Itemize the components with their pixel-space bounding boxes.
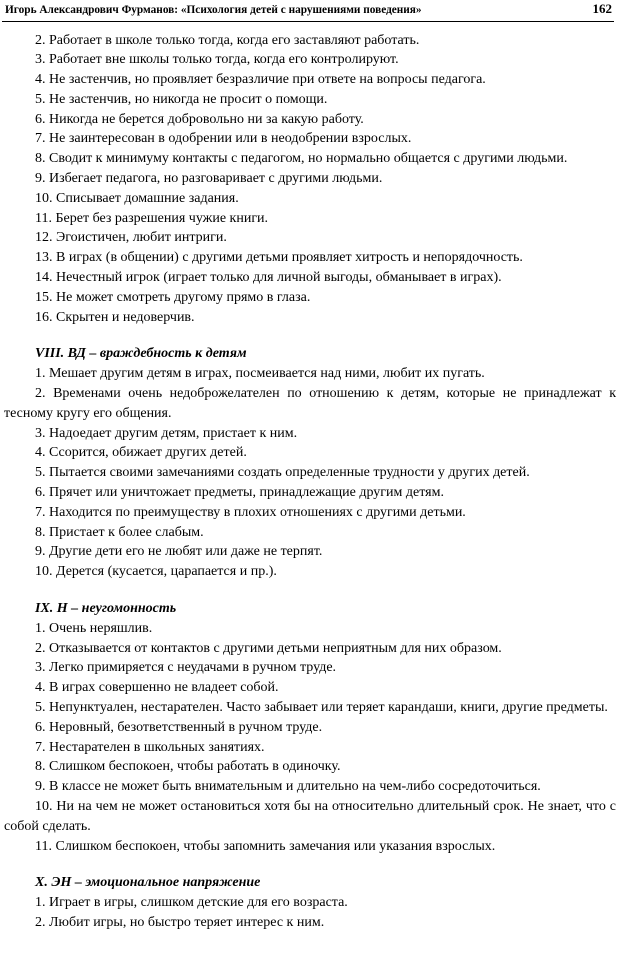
section-heading-ix: IX. Н – неугомонность bbox=[35, 601, 177, 617]
book-title: Игорь Александрович Фурманов: «Психология детей с нарушениями поведения» bbox=[5, 4, 422, 16]
list-item: 10. Ни на чем не может остановиться хотя бы на относительно длительный срок. Не знает, что с собой сделать. bbox=[4, 798, 616, 834]
list-item: 1. Играет в игры, слишком детские для его возраста. bbox=[35, 895, 348, 911]
list-item: 9. Избегает педагога, но разговаривает с другими людьми. bbox=[35, 171, 383, 187]
page-content bbox=[4, 31, 616, 933]
list-item: 3. Работает вне школы только тогда, когда его контролируют. bbox=[35, 52, 399, 68]
list-item: 6. Неровный, безответственный в ручном труде. bbox=[35, 719, 323, 735]
section-heading-viii: VIII. ВД – враждебность к детям bbox=[35, 346, 247, 362]
list-item: 16. Скрытен и недоверчив. bbox=[35, 309, 195, 325]
list-item: 13. В играх (в общении) с другими детьми проявляет хитрость и непорядочность. bbox=[35, 250, 523, 266]
list-item: 2. Работает в школе только тогда, когда его заставляют работать. bbox=[35, 32, 420, 48]
list-item: 1. Очень неряшлив. bbox=[35, 620, 153, 636]
list-item: 2. Отказывается от контактов с другими детьми неприятным для них образом. bbox=[35, 640, 502, 656]
list-item: 3. Легко примиряется с неудачами в ручном труде. bbox=[35, 660, 337, 676]
section-heading-x: X. ЭН – эмоциональное напряжение bbox=[35, 875, 261, 891]
list-item: 9. В классе не может быть внимательным и длительно на чем-либо сосредоточиться. bbox=[35, 779, 541, 795]
list-item: 11. Слишком беспокоен, чтобы запомнить замечания или указания взрослых. bbox=[35, 838, 496, 854]
list-item: 2. Временами очень недоброжелателен по отношению к детям, которые не принадлежат к тесному кругу его общения. bbox=[4, 386, 616, 421]
list-item: 9. Другие дети его не любят или даже не терпят. bbox=[35, 544, 323, 560]
list-item: 6. Никогда не берется добровольно ни за какую работу. bbox=[35, 111, 364, 127]
list-item: 14. Нечестный игрок (играет только для личной выгоды, обманывает в играх). bbox=[35, 270, 502, 286]
page-number: 162 bbox=[592, 1, 612, 16]
list-item: 8. Сводит к минимуму контакты с педагогом, но нормально общается с другими людьми. bbox=[35, 151, 568, 167]
list-item: 4. В играх совершенно не владеет собой. bbox=[35, 680, 279, 696]
section-continued-list bbox=[4, 31, 616, 328]
section-viii-list bbox=[4, 364, 616, 582]
list-item: 4. Не застенчив, но проявляет безразличие при ответе на вопросы педагога. bbox=[35, 72, 486, 88]
list-item: 6. Прячет или уничтожает предметы, принадлежащие другим детям. bbox=[35, 485, 444, 501]
list-item: 8. Слишком беспокоен, чтобы работать в одиночку. bbox=[35, 759, 341, 775]
list-item: 7. Находится по преимуществу в плохих отношениях с другими детьми. bbox=[35, 504, 466, 520]
list-item: 10. Списывает домашние задания. bbox=[35, 190, 239, 206]
list-item: 4. Ссорится, обижает других детей. bbox=[35, 445, 247, 461]
list-item: 12. Эгоистичен, любит интриги. bbox=[35, 230, 227, 246]
page-header bbox=[2, 0, 614, 22]
list-item: 10. Дерется (кусается, царапается и пр.). bbox=[35, 564, 277, 580]
section-x-list bbox=[4, 893, 616, 933]
list-item: 5. Непунктуален, нестарателен. Часто забывает или теряет карандаши, книги, другие предметы. bbox=[35, 700, 608, 715]
list-item: 2. Любит игры, но быстро теряет интерес к ним. bbox=[35, 914, 325, 930]
list-item: 11. Берет без разрешения чужие книги. bbox=[35, 210, 269, 226]
section-ix-list bbox=[4, 619, 616, 857]
list-item: 1. Мешает другим детям в играх, посмеивается над ними, любит их пугать. bbox=[35, 366, 485, 382]
list-item: 5. Пытается своими замечаниями создать определенные трудности у других детей. bbox=[35, 465, 530, 481]
list-item: 3. Надоедает другим детям, пристает к ним. bbox=[35, 425, 298, 441]
list-item: 15. Не может смотреть другому прямо в глаза. bbox=[35, 289, 311, 305]
list-item: 5. Не застенчив, но никогда не просит о помощи. bbox=[35, 91, 328, 107]
list-item: 7. Не заинтересован в одобрении или в неодобрении взрослых. bbox=[35, 131, 412, 147]
list-item: 8. Пристает к более слабым. bbox=[35, 524, 204, 540]
list-item: 7. Нестарателен в школьных занятиях. bbox=[35, 739, 265, 755]
